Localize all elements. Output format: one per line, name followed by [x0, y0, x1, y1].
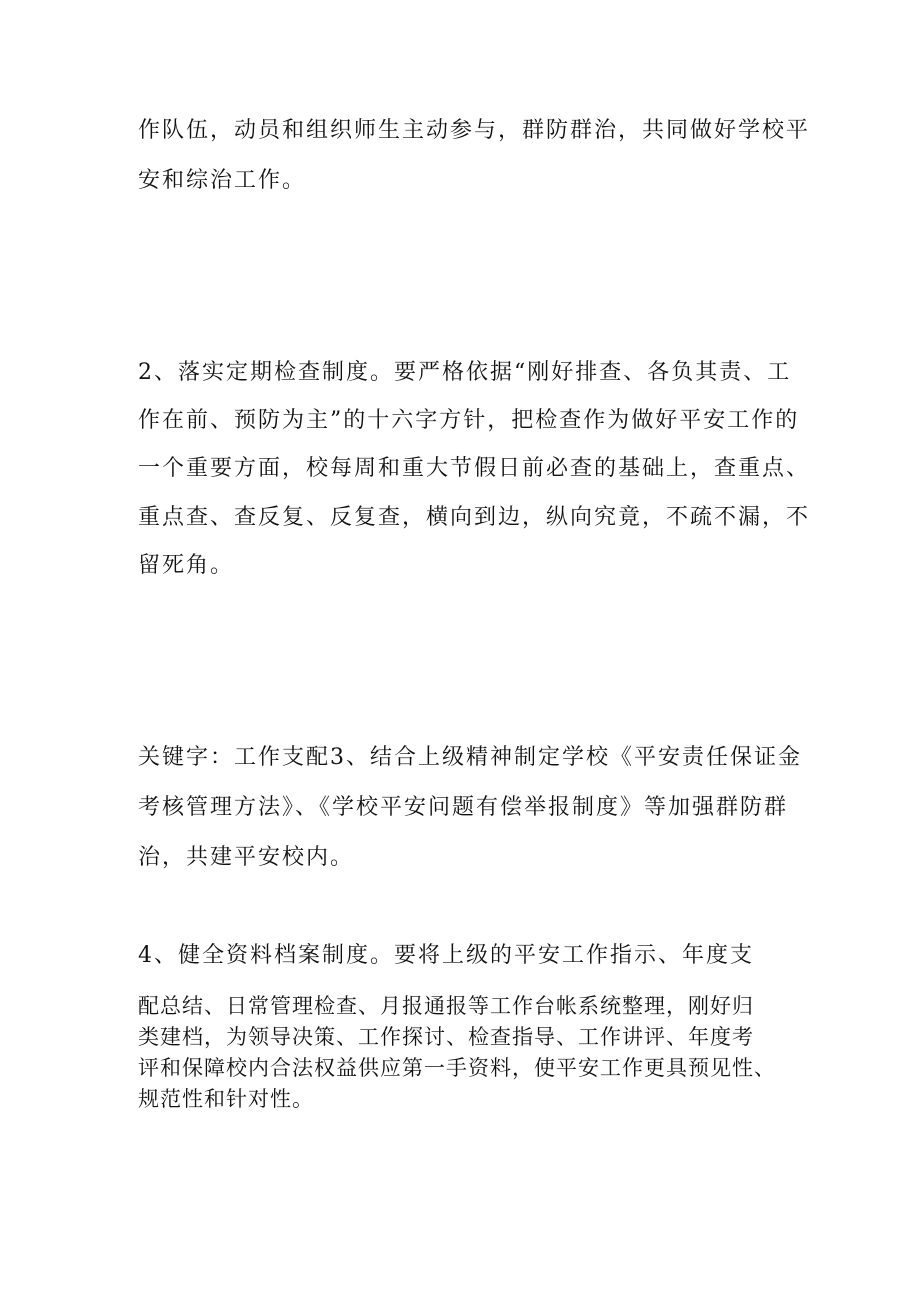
- paragraph-4-line-2: 配总结、日常管理检查、月报通报等工作台帐系统整理，刚好归: [138, 994, 754, 1018]
- paragraph-4-line-3: 类建档，为领导决策、工作探讨、检查指导、工作讲评、年度考: [138, 1025, 754, 1049]
- paragraph-4-line-5: 规范性和针对性。: [138, 1087, 314, 1111]
- paragraph-1-line-1: 作队伍，动员和组织师生主动参与，群防群治，共同做好学校平: [138, 118, 811, 143]
- paragraph-2-line-1: 2、落实定期检查制度。要严格依据“刚好排查、各负其责、工: [138, 360, 792, 385]
- paragraph-2-line-4: 重点查、查反复、反复查，横向到边，纵向究竟，不疏不漏，不: [138, 505, 811, 530]
- paragraph-1-line-2: 安和综治工作。: [138, 168, 307, 193]
- paragraph-4-line-1: 4、健全资料档案制度。要将上级的平安工作指示、年度支: [138, 943, 754, 968]
- paragraph-2-line-5: 留死角。: [138, 553, 235, 578]
- paragraph-2-line-3: 一个重要方面，校每周和重大节假日前必查的基础上，查重点、: [138, 456, 811, 481]
- paragraph-3-line-3: 治，共建平安校内。: [138, 845, 355, 870]
- paragraph-2-line-2: 作在前、预防为主”的十六字方针，把检查作为做好平安工作的: [138, 408, 800, 433]
- paragraph-3-line-2: 考核管理方法》、《学校平安问题有偿举报制度》等加强群防群: [138, 795, 789, 820]
- paragraph-4-line-4: 评和保障校内合法权益供应第一手资料，使平安工作更具预见性、: [138, 1056, 776, 1080]
- paragraph-3-line-1: 关键字：工作支配3、结合上级精神制定学校《平安责任保证金: [138, 745, 802, 770]
